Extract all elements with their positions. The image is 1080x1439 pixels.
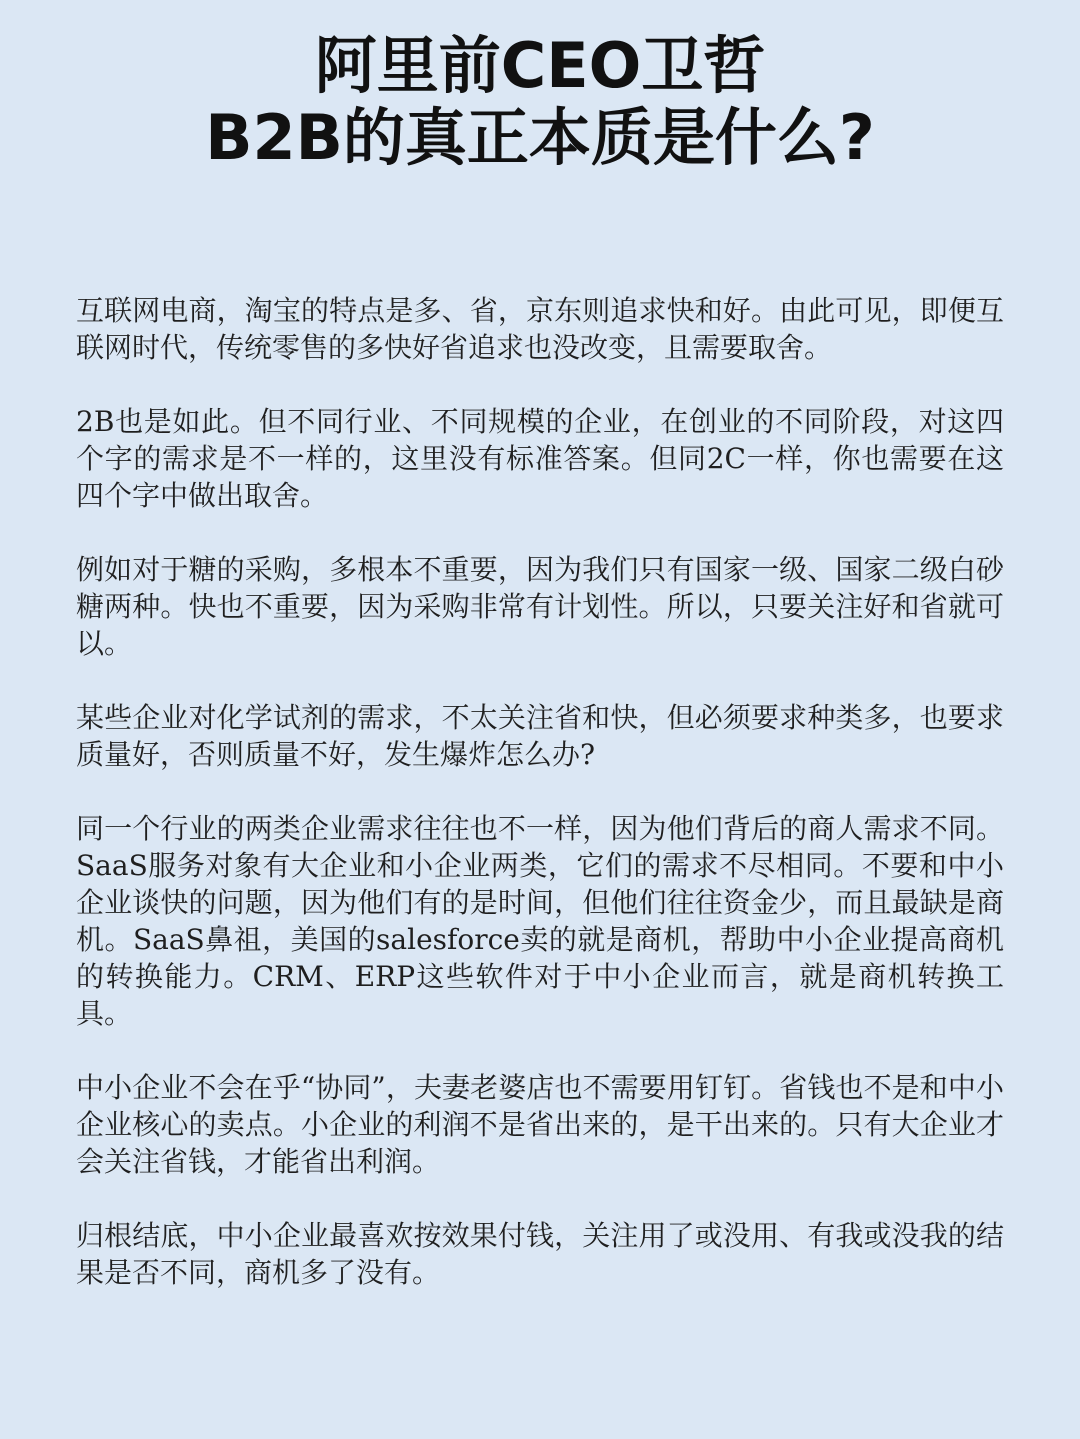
- title-line-2: B2B的真正本质是什么?: [205, 101, 875, 174]
- paragraph-saas: 同一个行业的两类企业需求往往也不一样，因为他们背后的商人需求不同。SaaS服务对象有大企业和小企业两类，它们的需求不尽相同。不要和中小企业谈快的问题，因为他们有的是时间，但他们往往资金少，而且最缺是商机。SaaS鼻祖，美国的salesforce卖的就是商机，帮助中小企业提高商机的转换能力。CRM、ERP这些软件对于中小企业而言，就是商机转换工具。: [76, 812, 1004, 1030]
- paragraph-sugar-example: 例如对于糖的采购，多根本不重要，因为我们只有国家一级、国家二级白砂糖两种。快也不重要，因为采购非常有计划性。所以，只要关注好和省就可以。: [76, 553, 1004, 660]
- paragraph-ecommerce: 互联网电商，淘宝的特点是多、省，京东则追求快和好。由此可见，即便互联网时代，传统零售的多快好省追求也没改变，且需要取舍。: [76, 294, 1004, 364]
- article-title: [76, 30, 1004, 174]
- article-body: [76, 292, 1004, 1291]
- paragraph-2b: 2B也是如此。但不同行业、不同规模的企业，在创业的不同阶段，对这四个字的需求是不一样的，这里没有标准答案。但同2C一样，你也需要在这四个字中做出取舍。: [76, 405, 1004, 512]
- title-line-1: 阿里前CEO卫哲: [314, 29, 766, 102]
- paragraph-chemical-example: 某些企业对化学试剂的需求，不太关注省和快，但必须要求种类多，也要求质量好，否则质量不好，发生爆炸怎么办?: [76, 701, 1004, 771]
- paragraph-smb: 中小企业不会在乎“协同”，夫妻老婆店也不需要用钉钉。省钱也不是和中小企业核心的卖点。小企业的利润不是省出来的，是干出来的。只有大企业才会关注省钱，才能省出利润。: [76, 1071, 1004, 1178]
- paragraph-conclusion: 归根结底，中小企业最喜欢按效果付钱，关注用了或没用、有我或没我的结果是否不同，商机多了没有。: [76, 1219, 1004, 1289]
